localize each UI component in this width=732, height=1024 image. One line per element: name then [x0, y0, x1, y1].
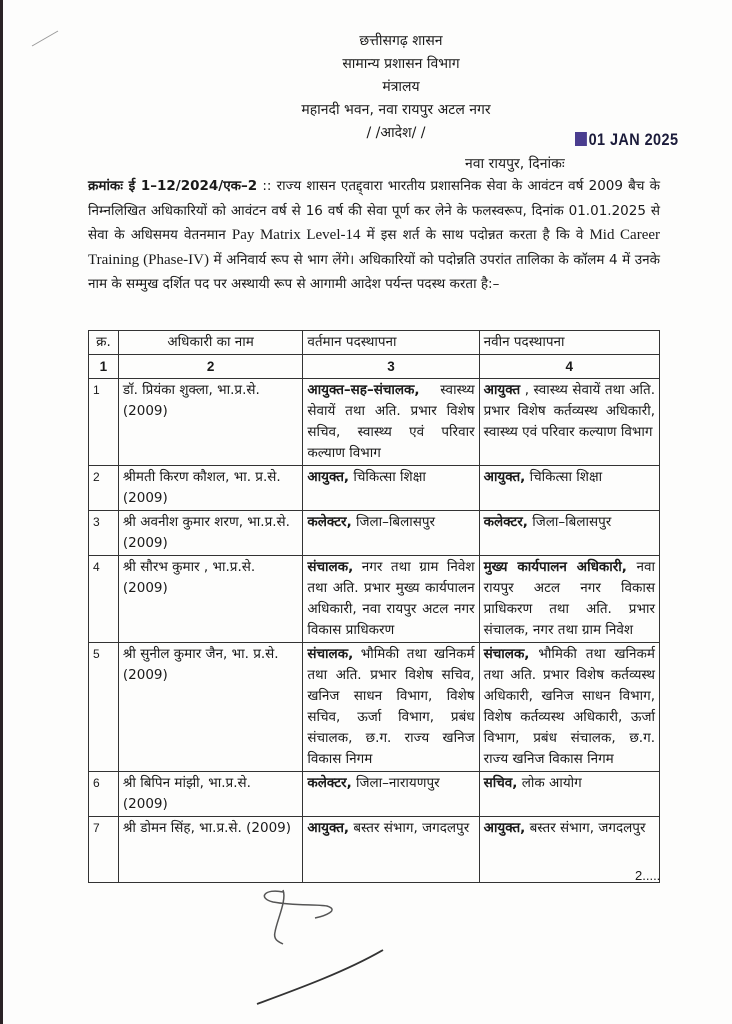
new-post-detail: नवा रायपुर अटल नगर विकास प्राधिकरण तथा अति. प्रभार संचालक, नगर तथा ग्राम निवेश	[483, 559, 655, 638]
header-new-posting: नवीन पदस्थापना	[479, 331, 659, 355]
table-row	[89, 817, 660, 883]
current-post-detail: नगर तथा ग्राम निवेश तथा अति. प्रभार मुख्य कार्यपालन अधिकारी, नवा रायपुर अटल नगर विकास प्राधिकरण	[307, 559, 475, 638]
serial-number: 2	[89, 466, 119, 511]
new-posting	[479, 466, 659, 511]
new-post-detail: बस्तर संभाग, जगदलपुर	[525, 820, 646, 836]
current-posting	[303, 556, 479, 643]
place-date-label: नवा रायपुर, दिनांकः	[465, 156, 565, 172]
current-post-title: आयुक्त–सह–संचालक,	[307, 382, 420, 398]
officer-name: श्री सौरभ कुमार , भा.प्र.से. (2009)	[118, 556, 302, 643]
serial-number: 3	[89, 511, 119, 556]
new-post-title: आयुक्त,	[483, 469, 526, 485]
new-post-detail: लोक आयोग	[517, 775, 582, 791]
scan-edge	[0, 0, 3, 1024]
officer-name: श्री बिपिन मांझी, भा.प्र.से. (2009)	[118, 772, 302, 817]
serial-number: 1	[89, 379, 119, 466]
header-serial: क्र.	[89, 331, 119, 355]
current-post-detail: बस्तर संभाग, जगदलपुर	[349, 820, 470, 836]
training-text: Mid Career Training (Phase-IV)	[88, 227, 661, 268]
department-name: सामान्य प्रशासन विभाग	[342, 56, 460, 72]
current-posting	[303, 643, 479, 772]
separator: ::	[257, 178, 277, 194]
order-number: क्रमांकः ई 1–12/2024/एक–2	[88, 178, 258, 194]
current-post-title: कलेक्टर,	[307, 514, 352, 530]
date-stamp	[575, 130, 678, 150]
address: महानदी भवन, नवा रायपुर अटल नगर	[301, 102, 491, 118]
order-title: / /आदेश/ /	[366, 125, 426, 141]
new-post-detail: भौमिकी तथा खनिकर्म तथा अति. प्रभार विशेष कर्तव्यस्थ अधिकारी, खनिज साधन विभाग, विशेष कर्तव्यस्थ अधिकारी, ऊर्जा विभाग, प्रबंध संचालक, छ.ग. राज्य खनिज विकास निगम	[483, 646, 655, 767]
stamp-date-text: 01 JAN 2025	[588, 130, 679, 149]
current-post-title: कलेक्टर,	[307, 775, 352, 791]
officer-name: श्री अवनीश कुमार शरण, भा.प्र.से. (2009)	[118, 511, 302, 556]
new-post-title: संचालक,	[483, 646, 530, 662]
column-number: 3	[303, 355, 479, 379]
serial-number: 5	[89, 643, 119, 772]
govt-name: छत्तीसगढ़ शासन	[359, 33, 443, 49]
current-posting	[303, 379, 479, 466]
order-paragraph	[88, 174, 660, 297]
ministry-label: मंत्रालय	[382, 79, 420, 95]
new-post-detail: , स्वास्थ्य सेवायें तथा अति. प्रभार विशेष कर्तव्यस्थ अधिकारी, स्वास्थ्य एवं परिवार कल्याण विभाग	[483, 382, 655, 440]
current-post-title: आयुक्त,	[307, 820, 350, 836]
column-number: 2	[118, 355, 302, 379]
officers-table	[88, 330, 660, 883]
officer-name: श्रीमती किरण कौशल, भा. प्र.से. (2009)	[118, 466, 302, 511]
page-continuation: 2.....	[635, 868, 661, 883]
column-number: 4	[479, 355, 659, 379]
officer-name: डॉ. प्रियंका शुक्ला, भा.प्र.से. (2009)	[118, 379, 302, 466]
column-number: 1	[89, 355, 119, 379]
current-posting	[303, 817, 479, 883]
paragraph-text-1: राज्य शासन एतद्द्वारा भारतीय प्रशासनिक सेवा के आवंटन वर्ष 2009 बैच के निम्नलिखित अधिकारियों को आवंटन वर्ष से 16 वर्ष की सेवा पूर्ण कर लेने के फलस्वरूप, दिनांक 01.01.2025 से सेवा के अधिसमय वेतनमान	[88, 178, 660, 243]
serial-number: 7	[89, 817, 119, 883]
paragraph-text-3: में अनिवार्य रूप से भाग लेंगे। अधिकारियों को पदोन्नति उपरांत तालिका के कॉलम 4 में उनके नाम के सम्मुख दर्शित पद पर अस्थायी रूप से आगामी आदेश पर्यन्त पदस्थ करता है:–	[88, 251, 660, 292]
column-number-row	[89, 355, 660, 379]
pay-matrix-text: Pay Matrix Level-14	[231, 227, 361, 243]
table-row	[89, 556, 660, 643]
new-post-detail: चिकित्सा शिक्षा	[525, 469, 603, 485]
new-post-title: सचिव,	[483, 775, 518, 791]
signature-icon	[255, 880, 415, 1010]
new-posting	[479, 556, 659, 643]
current-post-detail: स्वास्थ्य सेवायें तथा अति. प्रभार विशेष सचिव, स्वास्थ्य एवं परिवार कल्याण विभाग	[307, 382, 475, 461]
new-posting	[479, 817, 659, 883]
paragraph-text-2: में इस शर्त के साथ पदोन्नत करता है कि वे	[360, 227, 590, 243]
current-post-detail: जिला–बिलासपुर	[351, 514, 436, 530]
current-posting	[303, 772, 479, 817]
table-row	[89, 466, 660, 511]
new-posting	[479, 643, 659, 772]
serial-number: 4	[89, 556, 119, 643]
officer-name: श्री सुनील कुमार जैन, भा. प्र.से. (2009)	[118, 643, 302, 772]
new-posting	[479, 772, 659, 817]
current-posting	[303, 466, 479, 511]
current-posting	[303, 511, 479, 556]
table-header-row	[89, 331, 660, 355]
new-post-detail: जिला–बिलासपुर	[527, 514, 612, 530]
table-row	[89, 379, 660, 466]
current-post-title: संचालक,	[307, 559, 354, 575]
header-officer-name: अधिकारी का नाम	[118, 331, 302, 355]
stamp-ink-icon	[575, 132, 587, 146]
table-row	[89, 772, 660, 817]
current-post-detail: भौमिकी तथा खनिकर्म तथा अति. प्रभार विशेष सचिव, खनिज साधन विभाग, विशेष सचिव, ऊर्जा विभाग, प्रबंध संचालक, छ.ग. राज्य खनिज विकास निगम	[307, 646, 475, 767]
new-post-title: कलेक्टर,	[483, 514, 528, 530]
new-post-title: आयुक्त	[483, 382, 521, 398]
current-post-title: संचालक,	[307, 646, 354, 662]
letterhead	[0, 30, 732, 145]
new-posting	[479, 379, 659, 466]
new-posting	[479, 511, 659, 556]
officer-name: श्री डोमन सिंह, भा.प्र.से. (2009)	[118, 817, 302, 883]
current-post-detail: चिकित्सा शिक्षा	[349, 469, 426, 485]
current-post-detail: जिला–नारायणपुर	[351, 775, 440, 791]
serial-number: 6	[89, 772, 119, 817]
table-row	[89, 643, 660, 772]
current-post-title: आयुक्त,	[307, 469, 350, 485]
new-post-title: मुख्य कार्यपालन अधिकारी,	[483, 559, 627, 575]
table-row	[89, 511, 660, 556]
header-current-posting: वर्तमान पदस्थापना	[303, 331, 479, 355]
new-post-title: आयुक्त,	[483, 820, 526, 836]
